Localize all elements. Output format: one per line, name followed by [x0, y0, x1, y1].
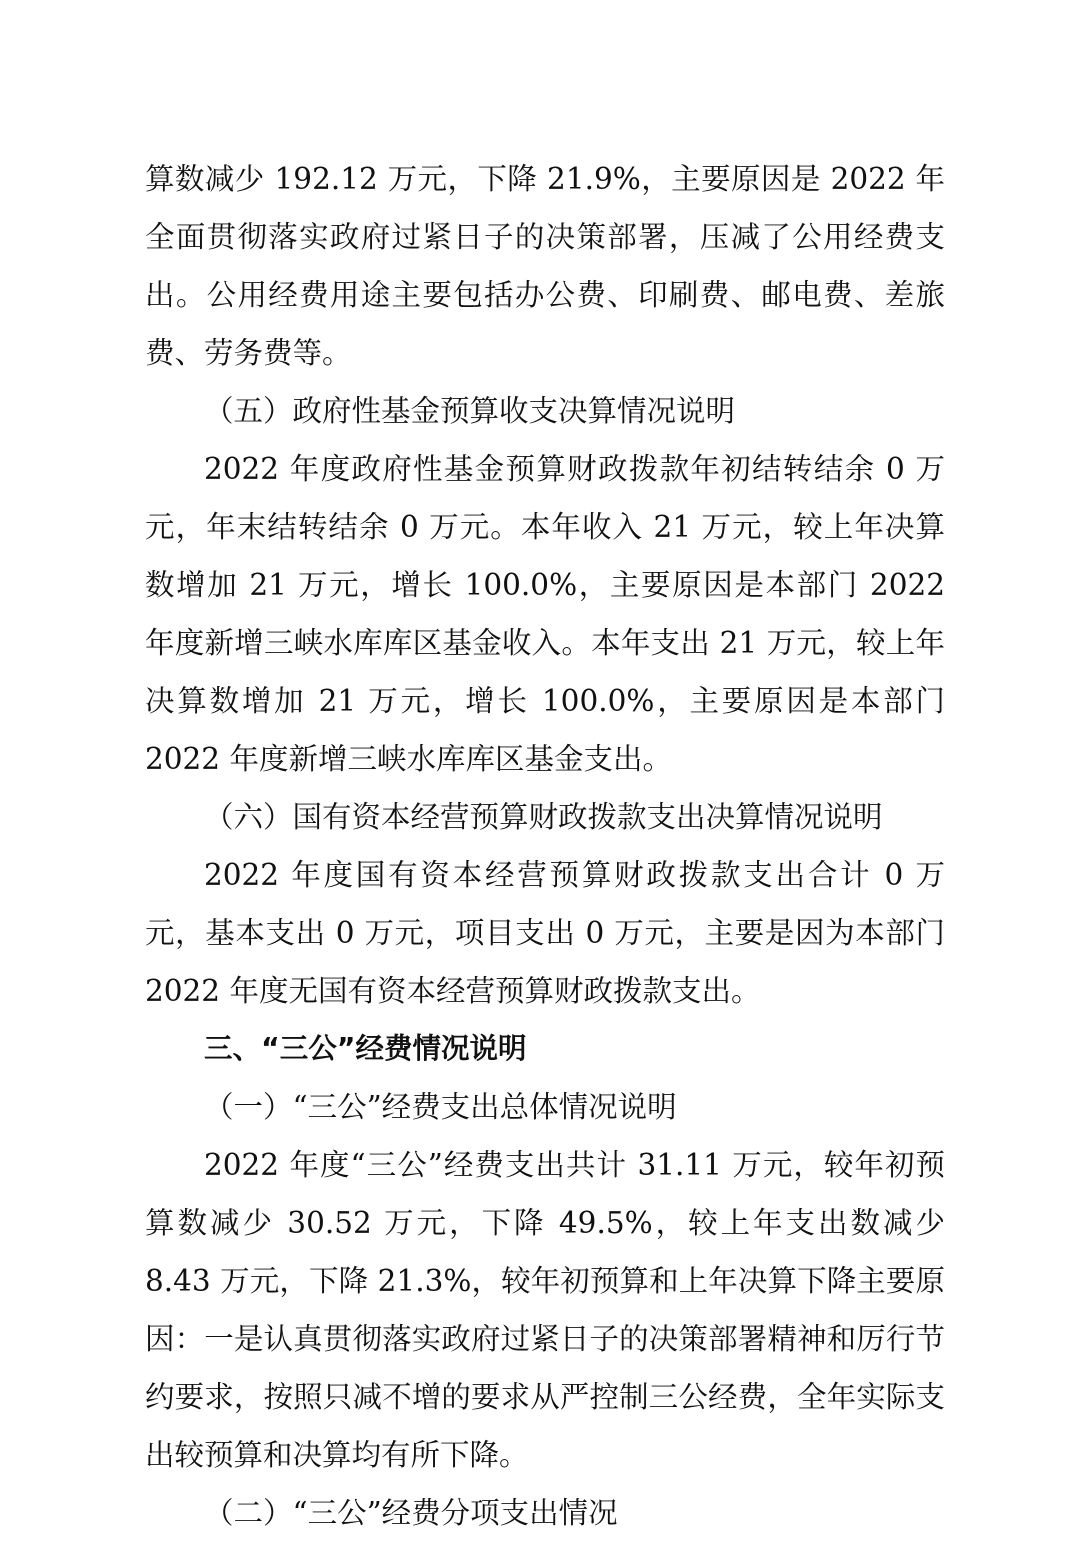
heading-itemized-three-public: （二）“三公”经费分项支出情况 [204, 1496, 618, 1530]
heading-government-fund: （五）政府性基金预算收支决算情况说明 [204, 394, 736, 428]
heading-state-capital: （六）国有资本经营预算财政拨款支出决算情况说明 [204, 800, 883, 834]
paragraph-state-capital: 2022 年度国有资本经营预算财政拨款支出合计 0 万元，基本支出 0 万元，项目支出 0 万元，主要是因为本部门 2022 年度无国有资本经营预算财政拨款支出。 [145, 858, 945, 1008]
heading-overall-three-public: （一）“三公”经费支出总体情况说明 [204, 1090, 677, 1124]
heading-three-public-expenses: 三、“三公”经费情况说明 [204, 1032, 527, 1065]
paragraph-overall-three-public: 2022 年度“三公”经费支出共计 31.11 万元，较年初预算数减少 30.52 万元，下降 49.5%，较上年支出数减少 8.43 万元，下降 21.3%，较年初预算和上年决算下降主要原因：一是认真贯彻落实政府过紧日子的决策部署精神和厉行节约要求，按照只减不增的要求从严控制三公经费，全年实际支出较预算和决算均有所下降。 [145, 1148, 945, 1472]
document-page [145, 150, 945, 1542]
paragraph-government-fund: 2022 年度政府性基金预算财政拨款年初结转结余 0 万元，年末结转结余 0 万元。本年收入 21 万元，较上年决算数增加 21 万元，增长 100.0%，主要原因是本部门 2022 年度新增三峡水库库区基金收入。本年支出 21 万元，较上年决算数增加 21 万元，增长 100.0%，主要原因是本部门 2022 年度新增三峡水库库区基金支出。 [145, 452, 945, 776]
paragraph-public-expenses: 算数减少 192.12 万元，下降 21.9%，主要原因是 2022 年全面贯彻落实政府过紧日子的决策部署，压减了公用经费支出。公用经费用途主要包括办公费、印刷费、邮电费、差旅费、劳务费等。 [145, 162, 945, 370]
